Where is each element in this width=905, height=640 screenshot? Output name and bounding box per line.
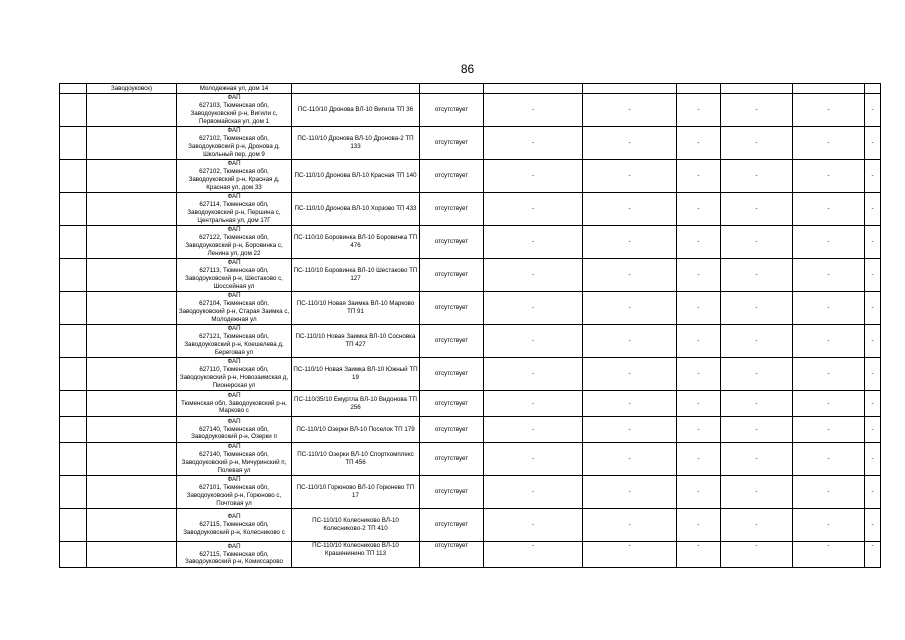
dash-cell: - bbox=[484, 193, 583, 226]
facility-address: 627114, Тюменская обл, Заводоуковский р-н, Першина с, Центральная ул, дом 17Г bbox=[187, 201, 281, 224]
dash-cell: - bbox=[721, 127, 793, 160]
dash-cell: - bbox=[865, 509, 881, 542]
dash-cell: - bbox=[793, 259, 865, 292]
dash-cell: - bbox=[865, 160, 881, 193]
power-line-cell: ПС-110/10 Озерки ВЛ-10 Поселок ТП 179 bbox=[292, 417, 420, 443]
table-row bbox=[60, 443, 881, 476]
dash-cell: - bbox=[583, 160, 677, 193]
dash-cell: - bbox=[583, 542, 677, 568]
blank-cell bbox=[60, 476, 87, 509]
blank-cell bbox=[87, 443, 177, 476]
table-row bbox=[60, 84, 881, 94]
table-body bbox=[60, 84, 881, 568]
blank-cell bbox=[60, 127, 87, 160]
table-row bbox=[60, 259, 881, 292]
blank-cell bbox=[60, 509, 87, 542]
dash-cell: - bbox=[865, 476, 881, 509]
address-cell bbox=[177, 259, 292, 292]
facility-address: 627101, Тюменская обл, Заводоуковский р-н, Горюново с, Почтовая ул bbox=[186, 484, 282, 507]
power-line-cell: ПС-110/10 Горюново ВЛ-10 Горюнево ТП 17 bbox=[292, 476, 420, 509]
blank-cell bbox=[60, 292, 87, 325]
dash-cell: - bbox=[793, 476, 865, 509]
blank-cell bbox=[87, 542, 177, 568]
dash-cell: - bbox=[865, 94, 881, 127]
dash-cell: - bbox=[865, 358, 881, 391]
facility-address: 627115, Тюменская обл, Заводоуковский р-н, Колесниково с bbox=[183, 521, 285, 536]
dash-cell: - bbox=[583, 358, 677, 391]
power-line-cell: ПС-110/10 Озерки ВЛ-10 Спорткомплекс ТП 456 bbox=[292, 443, 420, 476]
blank-cell bbox=[60, 417, 87, 443]
dash-cell: - bbox=[484, 94, 583, 127]
district-cell: Заводоуковск) bbox=[87, 84, 177, 94]
blank-cell bbox=[87, 509, 177, 542]
facility-type: ФАП bbox=[227, 94, 241, 102]
dash-cell: - bbox=[793, 94, 865, 127]
status-cell: отсутствует bbox=[420, 476, 484, 509]
address-cell bbox=[177, 292, 292, 325]
status-cell: отсутствует bbox=[420, 391, 484, 417]
table-row bbox=[60, 358, 881, 391]
power-line-cell: ПС-110/10 Дронова ВЛ-10 Дронова-2 ТП 133 bbox=[292, 127, 420, 160]
blank-cell bbox=[60, 391, 87, 417]
dash-cell: - bbox=[721, 476, 793, 509]
dash-cell: - bbox=[865, 226, 881, 259]
blank-cell bbox=[60, 443, 87, 476]
address-cell bbox=[177, 443, 292, 476]
dash-cell: - bbox=[865, 259, 881, 292]
dash-cell: - bbox=[793, 542, 865, 568]
facility-type: ФАП bbox=[227, 127, 241, 135]
dash-cell: - bbox=[484, 325, 583, 358]
power-line-cell: ПС-110/10 Новая Заимка ВЛ-10 Марково ТП 91 bbox=[292, 292, 420, 325]
dash-cell: - bbox=[484, 226, 583, 259]
status-cell: отсутствует bbox=[420, 325, 484, 358]
power-line-cell: ПС-110/10 Дронова ВЛ-10 Красная ТП 140 bbox=[292, 160, 420, 193]
power-line-cell: ПС-110/10 Дронова ВЛ-10 Хорзово ТП 433 bbox=[292, 193, 420, 226]
dash-cell: - bbox=[793, 443, 865, 476]
dash-cell: - bbox=[721, 358, 793, 391]
facility-type: ФАП bbox=[227, 417, 241, 425]
dash-cell: - bbox=[721, 259, 793, 292]
dash-cell: - bbox=[721, 193, 793, 226]
dash-cell: - bbox=[484, 509, 583, 542]
dash-cell: - bbox=[583, 127, 677, 160]
facility-type: ФАП bbox=[227, 259, 241, 267]
blank-cell bbox=[60, 84, 87, 94]
facility-address: 627121, Тюменская обл, Заводоуковский р-н, Коешелева д, Береговая ул bbox=[184, 333, 284, 356]
table-row bbox=[60, 542, 881, 568]
dash-cell: - bbox=[583, 226, 677, 259]
facility-type: ФАП bbox=[227, 193, 241, 201]
status-cell: отсутствует bbox=[420, 226, 484, 259]
power-line-cell: ПС-110/10 Колесниково ВЛ-10 Колесниково-2 ТП 410 bbox=[292, 509, 420, 542]
dash-cell: - bbox=[793, 391, 865, 417]
dash-cell: - bbox=[677, 417, 721, 443]
status-cell: отсутствует bbox=[420, 259, 484, 292]
address-cell bbox=[177, 193, 292, 226]
dash-cell: - bbox=[484, 417, 583, 443]
table-row bbox=[60, 193, 881, 226]
dash-cell: - bbox=[677, 509, 721, 542]
dash-cell: - bbox=[793, 160, 865, 193]
status-cell: отсутствует bbox=[420, 127, 484, 160]
page-number: 86 bbox=[460, 62, 475, 76]
dash-cell: - bbox=[865, 127, 881, 160]
blank-cell bbox=[87, 325, 177, 358]
facility-type: ФАП bbox=[227, 513, 241, 521]
dash-cell: - bbox=[793, 127, 865, 160]
dash-cell: - bbox=[793, 509, 865, 542]
dash-cell: - bbox=[677, 358, 721, 391]
facility-type: ФАП bbox=[227, 476, 241, 484]
table-row bbox=[60, 94, 881, 127]
address-cell bbox=[177, 542, 292, 568]
address-cell bbox=[177, 391, 292, 417]
dash-cell: - bbox=[793, 292, 865, 325]
address-cell bbox=[177, 160, 292, 193]
address-cell bbox=[177, 226, 292, 259]
table-row bbox=[60, 292, 881, 325]
dash-cell: - bbox=[677, 542, 721, 568]
dash-cell: - bbox=[793, 358, 865, 391]
blank-cell bbox=[87, 94, 177, 127]
power-line-cell: ПС-110/10 Колесниково ВЛ-10 Крашенинино ТП 113 bbox=[292, 542, 420, 568]
address-cell bbox=[177, 325, 292, 358]
facility-address: Тюменская обл, Заводоуковский р-н, Марково с bbox=[181, 399, 287, 415]
dash-cell: - bbox=[721, 226, 793, 259]
table-row bbox=[60, 226, 881, 259]
table-row bbox=[60, 476, 881, 509]
dash-cell: - bbox=[721, 94, 793, 127]
dash-cell: - bbox=[721, 417, 793, 443]
blank-cell bbox=[60, 94, 87, 127]
dash-cell: - bbox=[793, 226, 865, 259]
facility-type: ФАП bbox=[227, 542, 241, 550]
table-row bbox=[60, 509, 881, 542]
facility-type: ФАП bbox=[227, 325, 241, 333]
facility-type: ФАП bbox=[227, 160, 241, 168]
blank-cell bbox=[87, 160, 177, 193]
dash-cell: - bbox=[865, 443, 881, 476]
address-cell bbox=[177, 476, 292, 509]
dash-cell: - bbox=[583, 417, 677, 443]
empty-cell bbox=[420, 84, 484, 94]
dash-cell: - bbox=[484, 292, 583, 325]
dash-cell: - bbox=[484, 476, 583, 509]
dash-cell: - bbox=[677, 94, 721, 127]
dash-cell: - bbox=[484, 259, 583, 292]
status-cell: отсутствует bbox=[420, 193, 484, 226]
facility-type: ФАП bbox=[227, 358, 241, 366]
empty-cell bbox=[484, 84, 583, 94]
facility-address: 627103, Тюменская обл, Заводоуковский р-н, Вигили с, Первомайская ул, дом 1 bbox=[190, 102, 278, 125]
dash-cell: - bbox=[484, 160, 583, 193]
address-cell bbox=[177, 509, 292, 542]
facility-type: ФАП bbox=[227, 443, 241, 451]
dash-cell: - bbox=[583, 325, 677, 358]
dash-cell: - bbox=[583, 193, 677, 226]
address-cell bbox=[177, 94, 292, 127]
dash-cell: - bbox=[721, 443, 793, 476]
facility-type: ФАП bbox=[227, 292, 241, 300]
facility-address: 627140, Тюменская обл, Заводоуковский р-н, Озерки п bbox=[191, 425, 277, 441]
dash-cell: - bbox=[484, 358, 583, 391]
dash-cell: - bbox=[583, 509, 677, 542]
address-cell bbox=[177, 358, 292, 391]
dash-cell: - bbox=[793, 417, 865, 443]
blank-cell bbox=[60, 542, 87, 568]
dash-cell: - bbox=[677, 476, 721, 509]
dash-cell: - bbox=[677, 259, 721, 292]
blank-cell bbox=[87, 226, 177, 259]
dash-cell: - bbox=[865, 542, 881, 568]
dash-cell: - bbox=[865, 193, 881, 226]
dash-cell: - bbox=[484, 542, 583, 568]
dash-cell: - bbox=[677, 160, 721, 193]
facility-address: 627102, Тюменская обл, Заводоуковский р-н, Красная д, Красная ул, дом 33 bbox=[188, 168, 280, 191]
dash-cell: - bbox=[793, 193, 865, 226]
empty-cell bbox=[721, 84, 793, 94]
dash-cell: - bbox=[865, 292, 881, 325]
facility-address: 627104, Тюменская обл, Заводоуковский р-н, Старая Заимка с, Молодежная ул bbox=[178, 300, 290, 323]
status-cell: отсутствует bbox=[420, 358, 484, 391]
dash-cell: - bbox=[793, 325, 865, 358]
dash-cell: - bbox=[865, 325, 881, 358]
facility-address: 627122, Тюменская обл, Заводоуковский р-н, Боровинка с, Ленина ул, дом 22 bbox=[185, 234, 283, 257]
dash-cell: - bbox=[583, 443, 677, 476]
power-line-cell: ПС-110/10 Дронова ВЛ-10 Вигила ТП 36 bbox=[292, 94, 420, 127]
dash-cell: - bbox=[721, 292, 793, 325]
blank-cell bbox=[87, 127, 177, 160]
blank-cell bbox=[87, 417, 177, 443]
dash-cell: - bbox=[721, 325, 793, 358]
dash-cell: - bbox=[583, 292, 677, 325]
blank-cell bbox=[60, 193, 87, 226]
blank-cell bbox=[60, 259, 87, 292]
power-line-cell: ПС-110/10 Боровинка ВЛ-10 Боровинка ТП 476 bbox=[292, 226, 420, 259]
dash-cell: - bbox=[721, 391, 793, 417]
blank-cell bbox=[60, 226, 87, 259]
status-cell: отсутствует bbox=[420, 443, 484, 476]
blank-cell bbox=[60, 358, 87, 391]
table-row bbox=[60, 127, 881, 160]
blank-cell bbox=[87, 391, 177, 417]
status-cell: отсутствует bbox=[420, 292, 484, 325]
power-line-cell: ПС-110/10 Боровинка ВЛ-10 Шестаково ТП 127 bbox=[292, 259, 420, 292]
dash-cell: - bbox=[484, 443, 583, 476]
table-row bbox=[60, 325, 881, 358]
facility-address: 627115, Тюменская обл, Заводоуковский р-н, Комиссарово bbox=[185, 550, 283, 566]
address-cell: Молодежная ул, дом 14 bbox=[177, 84, 292, 94]
status-cell: отсутствует bbox=[420, 94, 484, 127]
blank-cell bbox=[87, 259, 177, 292]
blank-cell bbox=[87, 358, 177, 391]
facility-address: 627140, Тюменская обл, Заводоуковский р-н, Мичуринский п, Полевая ул bbox=[181, 451, 287, 474]
dash-cell: - bbox=[677, 193, 721, 226]
status-cell: отсутствует bbox=[420, 160, 484, 193]
facility-table bbox=[59, 83, 881, 568]
empty-cell bbox=[583, 84, 677, 94]
dash-cell: - bbox=[721, 542, 793, 568]
empty-cell bbox=[677, 84, 721, 94]
power-line-cell: ПС-110/10 Новая Заимка ВЛ-10 Сосновка ТП 427 bbox=[292, 325, 420, 358]
address-cell bbox=[177, 417, 292, 443]
dash-cell: - bbox=[583, 94, 677, 127]
empty-cell bbox=[292, 84, 420, 94]
dash-cell: - bbox=[677, 127, 721, 160]
dash-cell: - bbox=[583, 391, 677, 417]
blank-cell bbox=[60, 160, 87, 193]
dash-cell: - bbox=[721, 160, 793, 193]
dash-cell: - bbox=[677, 292, 721, 325]
power-line-cell: ПС-110/35/10 Емуртла ВЛ-10 Видонова ТП 256 bbox=[292, 391, 420, 417]
dash-cell: - bbox=[865, 391, 881, 417]
facility-address: 627113, Тюменская обл, Заводоуковский р-н, Шестаково с, Шоссейная ул bbox=[185, 267, 283, 290]
facility-address: 627102, Тюменская обл, Заводоуковский р-н, Дронова д, Школьный пер, дом 9 bbox=[188, 135, 280, 158]
empty-cell bbox=[793, 84, 865, 94]
blank-cell bbox=[60, 325, 87, 358]
table-row bbox=[60, 417, 881, 443]
dash-cell: - bbox=[484, 127, 583, 160]
facility-type: ФАП bbox=[227, 391, 241, 399]
empty-cell bbox=[865, 84, 881, 94]
dash-cell: - bbox=[677, 391, 721, 417]
blank-cell bbox=[87, 193, 177, 226]
blank-cell bbox=[87, 476, 177, 509]
status-cell: отсутствует bbox=[420, 509, 484, 542]
dash-cell: - bbox=[865, 417, 881, 443]
dash-cell: - bbox=[677, 325, 721, 358]
status-cell: отсутствует bbox=[420, 417, 484, 443]
blank-cell bbox=[87, 292, 177, 325]
dash-cell: - bbox=[583, 476, 677, 509]
dash-cell: - bbox=[583, 259, 677, 292]
dash-cell: - bbox=[484, 391, 583, 417]
facility-address: 627110, Тюменская обл, Заводоуковский р-н, Новозаимская д, Пионерская ул bbox=[179, 366, 289, 389]
dash-cell: - bbox=[677, 443, 721, 476]
table-row bbox=[60, 391, 881, 417]
status-cell: отсутствует bbox=[420, 542, 484, 568]
table-row bbox=[60, 160, 881, 193]
address-cell bbox=[177, 127, 292, 160]
dash-cell: - bbox=[677, 226, 721, 259]
dash-cell: - bbox=[721, 509, 793, 542]
facility-type: ФАП bbox=[227, 226, 241, 234]
power-line-cell: ПС-110/10 Новая Заимка ВЛ-10 Южный ТП 19 bbox=[292, 358, 420, 391]
